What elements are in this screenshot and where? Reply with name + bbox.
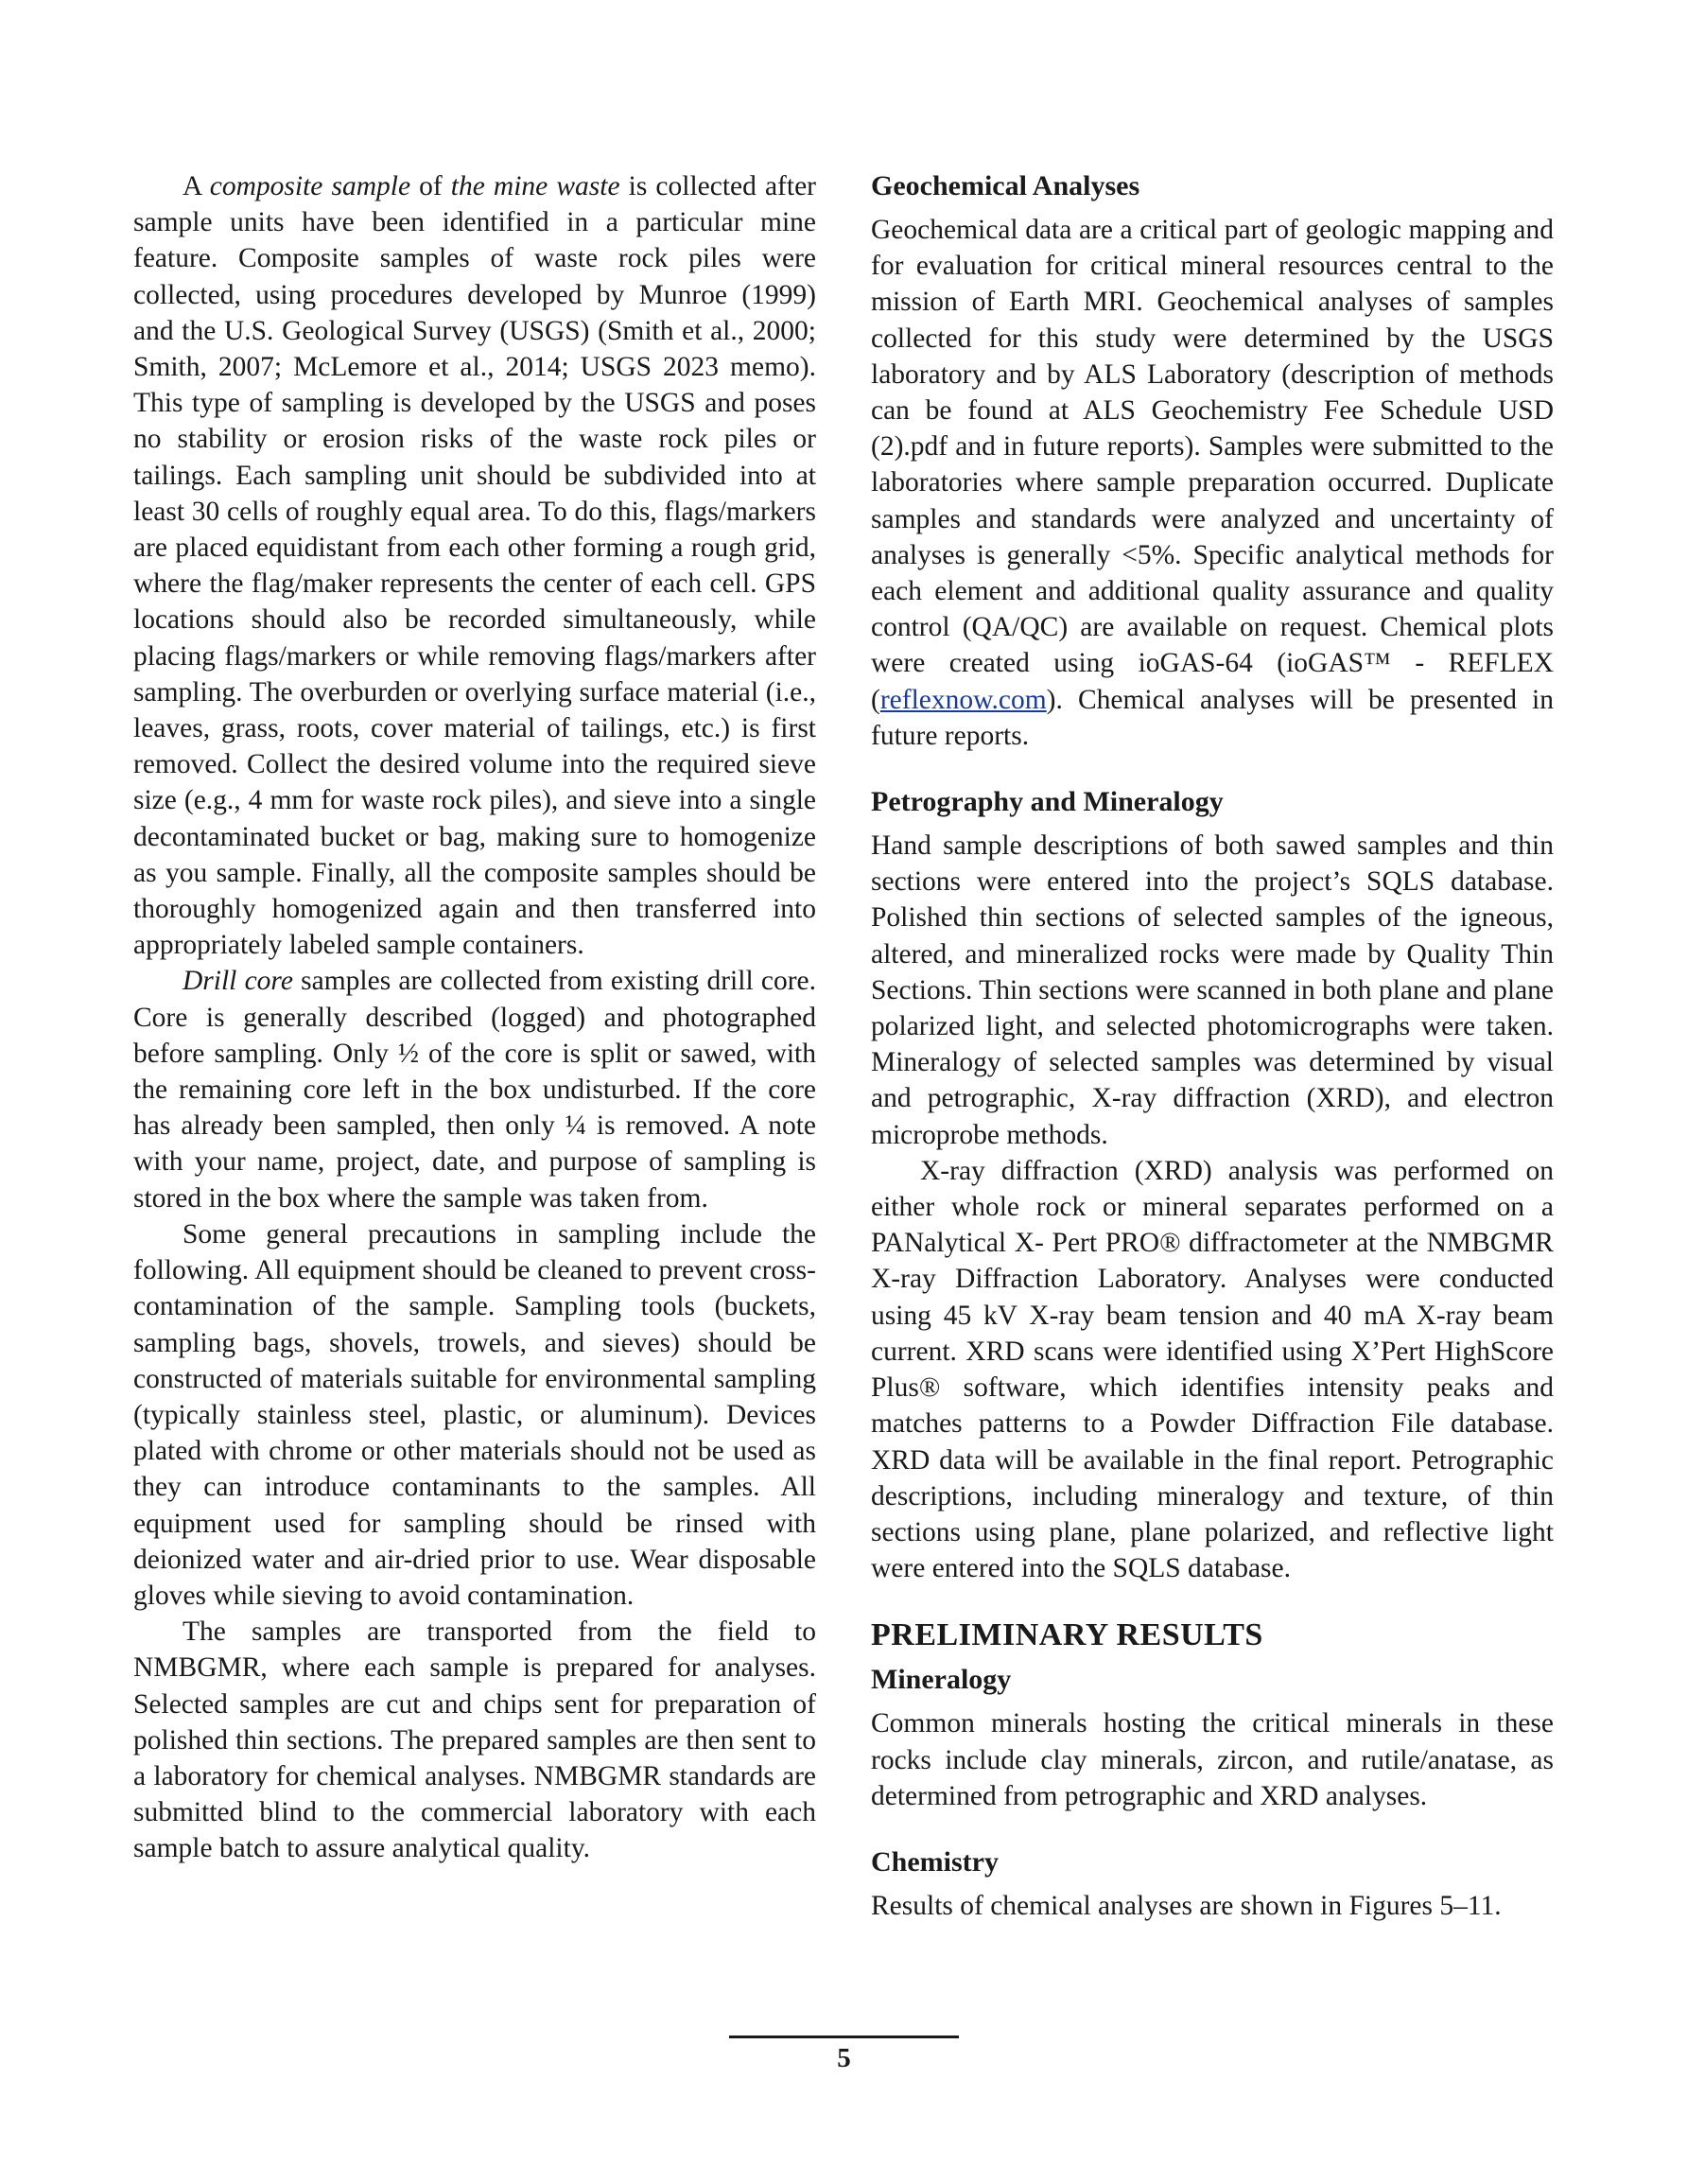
preliminary-results-heading: PRELIMINARY RESULTS: [871, 1617, 1263, 1653]
geochem-text-b: ). Chemical analyses will be presented in future reports.: [871, 684, 1554, 751]
composite-sample-term: composite sample: [209, 171, 411, 201]
mineralogy-heading: Mineralogy: [871, 1664, 1012, 1696]
petrography-paragraph: Hand sample descriptions of both sawed samples and thin sections were entered into the project’s SQLS database. Polished thin sections of selected samples of the igneous, altered, and mineralized rocks were made by Quality Thin Sections. Thin sections were scanned in both plane and plane polarized light, and selected photomicrographs were taken. Mineralogy of selected samples was determined by visual and petrographic, X-ray diffraction (XRD), and electron microprobe methods.: [871, 830, 1555, 1150]
page-number: 5: [837, 2043, 851, 2073]
chemistry-paragraph: Results of chemical analyses are shown in Figures 5–11.: [871, 1890, 1502, 1921]
mine-waste-term: the mine waste: [450, 171, 620, 201]
p1-text-b: of: [410, 171, 451, 201]
precautions-paragraph: Some general precautions in sampling include the following. All equipment should be cleaned to prevent cross-contamination of the sample. Sampling tools (buckets, sampling bags, shovels, trowels, and sieves) should be constructed of materials suitable for environmental sampling (typically stainless steel, plastic, or aluminum). Devices plated with chrome or other materials should not be used as they can introduce contaminants to the samples. All equipment used for sampling should be rinsed with deionized water and air-dried prior to use. Wear disposable gloves while sieving to avoid contamination.: [133, 1218, 816, 1611]
geochem-text-a: Geochemical data are a critical part of geologic mapping and for evaluation for critical mineral resources central to the mission of Earth MRI. Geochemical analyses of samples collected for this study were determined by the USGS laboratory and by ALS Laboratory (description of methods can be found at ALS Geochemistry Fee Schedule USD (2).pdf and in future reports). Samples were submitted to the laboratories where sample preparation occurred. Duplicate samples and standards were analyzed and uncertainty of analyses is generally <5%. Specific analytical methods for each element and additional quality assurance and quality control (QA/QC) are available on request. Chemical plots were created using ioGAS-64 (ioGAS™ - REFLEX (: [871, 215, 1554, 715]
geochemical-analyses-heading: Geochemical Analyses: [871, 170, 1140, 201]
drill-core-term: Drill core: [183, 966, 293, 997]
footer-rule: [729, 2035, 959, 2038]
transport-paragraph: The samples are transported from the field to NMBGMR, where each sample is prepared for analyses. Selected samples are cut and chips sent for preparation of polished thin sections. The prepared samples are then sent to a laboratory for chemical analyses. NMBGMR standards are submitted blind to the commercial laboratory with each sample batch to assure analytical quality.: [133, 1616, 816, 1864]
p2-text: samples are collected from existing drill core. Core is generally described (logged) and photographed before sampling. Only ½ of the core is split or sawed, with the remaining core left in the box undisturbed. If the core has already been sampled, then only ¼ is removed. A note with your name, project, date, and purpose of sampling is stored in the box where the sample was taken from.: [133, 966, 816, 1214]
composite-sample-paragraph: [133, 168, 816, 963]
left-column: [133, 168, 816, 1867]
p1-text-c: is collected after sample units have been identified in a particular mine feature. Composite samples of waste rock piles were collected, using procedures developed by Munroe (1999) and the U.S. Geological Survey (USGS) (Smith et al., 2000; Smith, 2007; McLemore et al., 2014; USGS 2023 memo). This type of sampling is developed by the USGS and poses no stability or erosion risks of the waste rock piles or tailings. Each sampling unit should be subdivided into at least 30 cells of roughly equal area. To do this, flags/markers are placed equidistant from each other forming a rough grid, where the flag/maker represents the center of each cell. GPS locations should also be recorded simultaneously, while placing flags/markers or while removing flags/markers after sampling. The overburden or overlying surface material (i.e., leaves, grass, roots, cover material of tailings, etc.) is first removed. Collect the desired volume into the required sieve size (e.g., 4 mm for waste rock piles), and sieve into a single decontaminated bucket or bag, making sure to homogenize as you sample. Finally, all the composite samples should be thoroughly homogenized again and then transferred into appropriately labeled sample containers.: [133, 171, 816, 961]
right-column: [871, 168, 1554, 1924]
p1-text-a: A: [183, 171, 210, 201]
petrography-heading: Petrography and Mineralogy: [871, 786, 1224, 818]
drill-core-paragraph: [133, 963, 816, 1215]
mineralogy-paragraph: Common minerals hosting the critical minerals in these rocks include clay minerals, zircon, and rutile/anatase, as determined from petrographic and XRD analyses.: [871, 1708, 1554, 1811]
chemistry-heading: Chemistry: [871, 1845, 999, 1878]
xrd-paragraph: X-ray diffraction (XRD) analysis was performed on either whole rock or mineral separates performed on a PANalytical X- Pert PRO® diffractometer at the NMBGMR X-ray Diffraction Laboratory. Analyses were conducted using 45 kV X-ray beam tension and 40 mA X-ray beam current. XRD scans were identified using X’Pert HighScore Plus® software, which identifies intensity peaks and matches patterns to a Powder Diffraction File database. XRD data will be available in the final report. Petrographic descriptions, including mineralogy and texture, of thin sections using plane, plane polarized, and reflective light were entered into the SQLS database.: [871, 1155, 1554, 1584]
geochemical-analyses-paragraph: [871, 212, 1554, 754]
reflexnow-link[interactable]: reflexnow.com: [879, 684, 1047, 715]
